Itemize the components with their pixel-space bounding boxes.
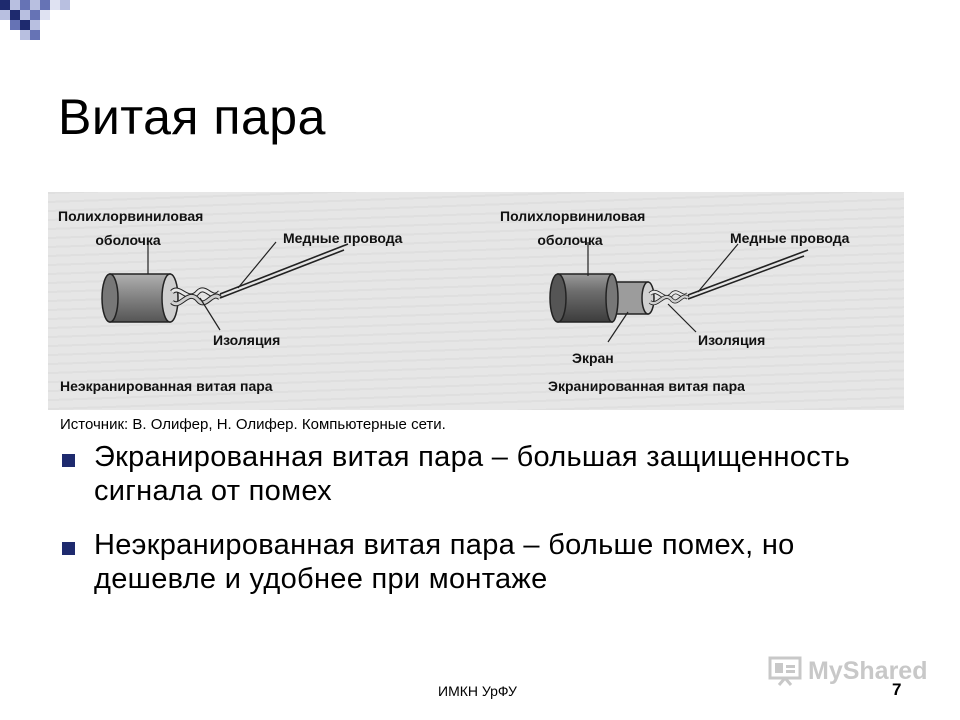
right-caption: Экранированная витая пара	[548, 378, 745, 394]
square-bullet-icon	[62, 542, 75, 555]
left-insulation-label: Изоляция	[213, 332, 281, 348]
presentation-board-icon	[768, 656, 802, 686]
right-shield-label: Экран	[572, 350, 614, 366]
right-wires-label: Медные провода	[730, 230, 850, 246]
slide-title: Витая пара	[58, 89, 326, 145]
page-number: 7	[892, 680, 902, 699]
corner-decoration	[0, 0, 80, 50]
right-sheath-label: Полихлорвиниловая оболочка	[500, 208, 646, 248]
bullet-item	[62, 528, 922, 596]
left-sheath-label: Полихлорвиниловая оболочка	[58, 208, 204, 248]
left-wires-label: Медные провода	[283, 230, 403, 246]
right-insulation-label: Изоляция	[698, 332, 766, 348]
bullet-list	[62, 440, 922, 616]
unshielded-cable-drawing	[102, 242, 348, 330]
bullet-item	[62, 440, 922, 508]
source-citation: Источник: В. Олифер, Н. Олифер. Компьютерные сети.	[60, 416, 446, 433]
watermark-text: MyShared	[808, 656, 928, 685]
twisted-pair-figure	[48, 192, 904, 410]
bullet-text: Экранированная витая пара – большая защищенность сигнала от помех	[94, 441, 851, 507]
left-caption: Неэкранированная витая пара	[60, 378, 273, 394]
bullet-text: Неэкранированная витая пара – больше помех, но дешевле и удобнее при монтаже	[94, 529, 795, 595]
square-bullet-icon	[62, 454, 75, 467]
watermark-logo	[768, 656, 927, 686]
shielded-cable-drawing	[550, 242, 808, 342]
footer-text: ИМКН УрФУ	[438, 683, 517, 699]
